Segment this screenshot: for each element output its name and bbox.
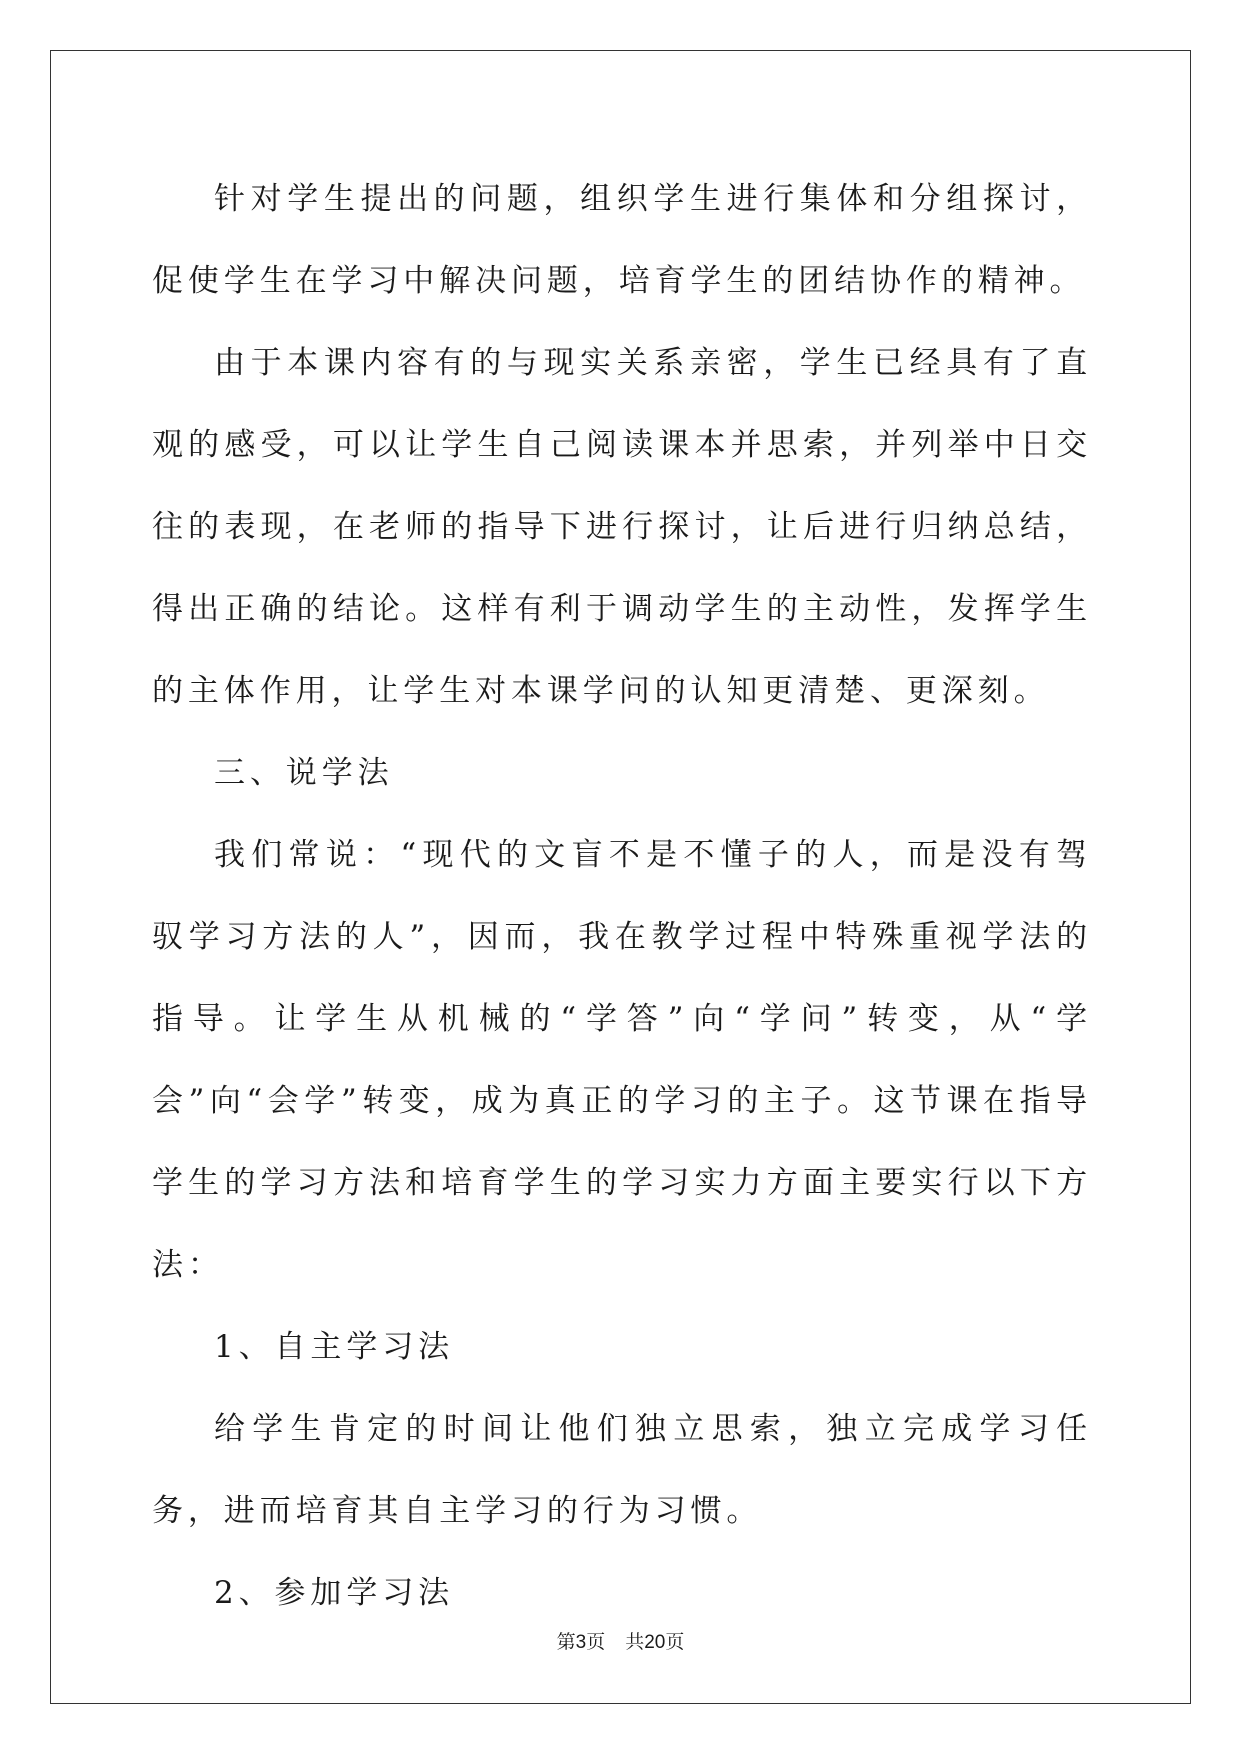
subheading-self-study: 1、自主学习法 xyxy=(214,1329,455,1365)
total-suffix: 页 xyxy=(665,1631,685,1653)
subheading-participation: 2、参加学习法 xyxy=(214,1575,455,1611)
page-suffix: 页 xyxy=(586,1631,606,1653)
document-body xyxy=(152,158,1092,1634)
paragraph-self-study: 给学生肯定的时间让他们独立思索，独立完成学习任务，进而培育其自主学习的行为习惯。 xyxy=(152,1411,1092,1529)
page-footer xyxy=(0,1630,1241,1655)
total-prefix: 共 xyxy=(625,1631,645,1653)
total-pages: 20 xyxy=(644,1632,666,1653)
paragraph-discussion: 针对学生提出的问题，组织学生进行集体和分组探讨，促使学生在学习中解决问题，培育学生的团结协作的精神。 xyxy=(152,181,1092,299)
page-prefix: 第 xyxy=(556,1631,576,1653)
paragraph-learning-method-intro: 我们常说：“现代的文盲不是不懂子的人，而是没有驾驭学习方法的人”，因而，我在教学过程中特殊重视学法的指导。让学生从机械的“学答”向“学问”转变，从“学会”向“会学”转变，成为真正的学习的主子。这节课在指导学生的学习方法和培育学生的学习实力方面主要实行以下方法： xyxy=(152,837,1092,1283)
section-heading-learning-methods: 三、说学法 xyxy=(214,755,394,791)
paragraph-reading-method: 由于本课内容有的与现实关系亲密，学生已经具有了直观的感受，可以让学生自己阅读课本并思索，并列举中日交往的表现，在老师的指导下进行探讨，让后进行归纳总结，得出正确的结论。这样有利于调动学生的主动性，发挥学生的主体作用，让学生对本课学问的认知更清楚、更深刻。 xyxy=(152,345,1092,709)
page-number: 3 xyxy=(575,1632,587,1653)
